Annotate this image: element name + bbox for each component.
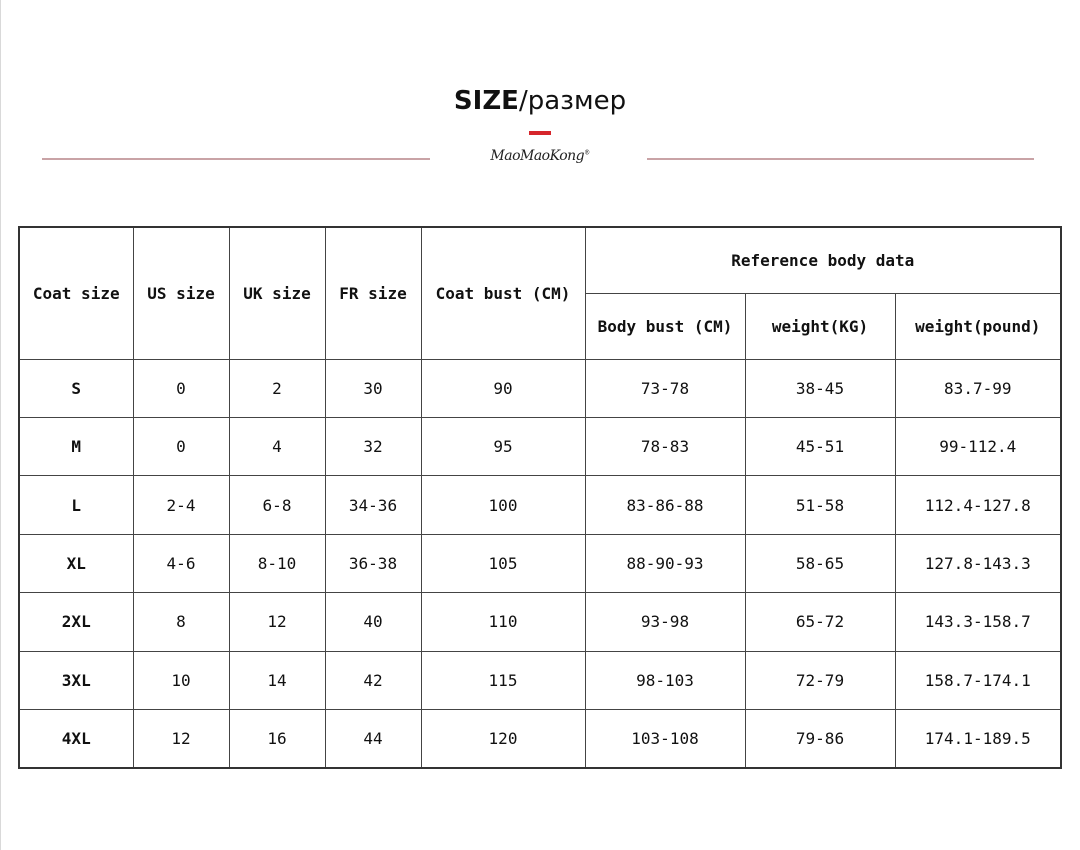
cell-fr-size: 44 <box>325 710 421 768</box>
cell-us-size: 4-6 <box>133 534 229 592</box>
cell-fr-size: 42 <box>325 651 421 709</box>
table-row <box>19 417 1061 475</box>
cell-us-size: 10 <box>133 651 229 709</box>
col-coat-bust: Coat bust (CM) <box>421 227 585 359</box>
cell-weight-kg: 38-45 <box>745 359 895 417</box>
cell-weight-pound: 143.3-158.7 <box>895 593 1061 651</box>
cell-uk-size: 6-8 <box>229 476 325 534</box>
divider-right <box>647 158 1034 160</box>
cell-weight-kg: 72-79 <box>745 651 895 709</box>
cell-weight-pound: 127.8-143.3 <box>895 534 1061 592</box>
cell-weight-pound: 174.1-189.5 <box>895 710 1061 768</box>
cell-body-bust: 93-98 <box>585 593 745 651</box>
brand-logo <box>470 148 610 164</box>
cell-us-size: 8 <box>133 593 229 651</box>
cell-weight-kg: 51-58 <box>745 476 895 534</box>
table-row <box>19 651 1061 709</box>
cell-weight-kg: 65-72 <box>745 593 895 651</box>
cell-body-bust: 73-78 <box>585 359 745 417</box>
col-weight-pound: weight(pound) <box>895 293 1061 359</box>
cell-fr-size: 32 <box>325 417 421 475</box>
cell-uk-size: 8-10 <box>229 534 325 592</box>
cell-coat-bust: 110 <box>421 593 585 651</box>
cell-coat-bust: 120 <box>421 710 585 768</box>
page-edge <box>0 0 1 850</box>
title-russian: /размер <box>518 86 627 116</box>
cell-us-size: 0 <box>133 359 229 417</box>
table-body <box>19 359 1061 768</box>
cell-weight-kg: 58-65 <box>745 534 895 592</box>
table-row <box>19 710 1061 768</box>
col-uk-size: UK size <box>229 227 325 359</box>
cell-us-size: 2-4 <box>133 476 229 534</box>
cell-body-bust: 98-103 <box>585 651 745 709</box>
cell-coat-bust: 105 <box>421 534 585 592</box>
table-row <box>19 476 1061 534</box>
registered-mark: ® <box>584 149 590 157</box>
cell-fr-size: 30 <box>325 359 421 417</box>
cell-uk-size: 16 <box>229 710 325 768</box>
cell-coat-size: M <box>19 417 133 475</box>
cell-weight-kg: 79-86 <box>745 710 895 768</box>
accent-dash <box>529 131 551 135</box>
cell-body-bust: 103-108 <box>585 710 745 768</box>
cell-uk-size: 4 <box>229 417 325 475</box>
cell-uk-size: 2 <box>229 359 325 417</box>
col-us-size: US size <box>133 227 229 359</box>
cell-uk-size: 14 <box>229 651 325 709</box>
cell-weight-kg: 45-51 <box>745 417 895 475</box>
page-title <box>0 86 1080 116</box>
cell-body-bust: 88-90-93 <box>585 534 745 592</box>
header-row <box>19 227 1061 293</box>
col-body-bust: Body bust (CM) <box>585 293 745 359</box>
cell-coat-size: L <box>19 476 133 534</box>
cell-fr-size: 40 <box>325 593 421 651</box>
cell-fr-size: 36-38 <box>325 534 421 592</box>
cell-weight-pound: 158.7-174.1 <box>895 651 1061 709</box>
table-row <box>19 593 1061 651</box>
cell-coat-size: S <box>19 359 133 417</box>
cell-coat-bust: 90 <box>421 359 585 417</box>
table-row <box>19 359 1061 417</box>
cell-uk-size: 12 <box>229 593 325 651</box>
divider-left <box>42 158 430 160</box>
cell-coat-size: 2XL <box>19 593 133 651</box>
cell-coat-bust: 115 <box>421 651 585 709</box>
brand-name: MaoMaoKong <box>490 148 585 164</box>
cell-weight-pound: 99-112.4 <box>895 417 1061 475</box>
cell-coat-size: 4XL <box>19 710 133 768</box>
cell-weight-pound: 83.7-99 <box>895 359 1061 417</box>
cell-us-size: 0 <box>133 417 229 475</box>
cell-coat-size: XL <box>19 534 133 592</box>
group-reference-body-data: Reference body data <box>585 227 1061 293</box>
cell-us-size: 12 <box>133 710 229 768</box>
cell-fr-size: 34-36 <box>325 476 421 534</box>
col-coat-size: Coat size <box>19 227 133 359</box>
cell-coat-bust: 100 <box>421 476 585 534</box>
table-row <box>19 534 1061 592</box>
cell-body-bust: 83-86-88 <box>585 476 745 534</box>
cell-coat-size: 3XL <box>19 651 133 709</box>
size-chart-table <box>18 226 1062 769</box>
cell-weight-pound: 112.4-127.8 <box>895 476 1061 534</box>
cell-body-bust: 78-83 <box>585 417 745 475</box>
col-weight-kg: weight(KG) <box>745 293 895 359</box>
title-size: SIZE <box>453 86 519 116</box>
cell-coat-bust: 95 <box>421 417 585 475</box>
col-fr-size: FR size <box>325 227 421 359</box>
